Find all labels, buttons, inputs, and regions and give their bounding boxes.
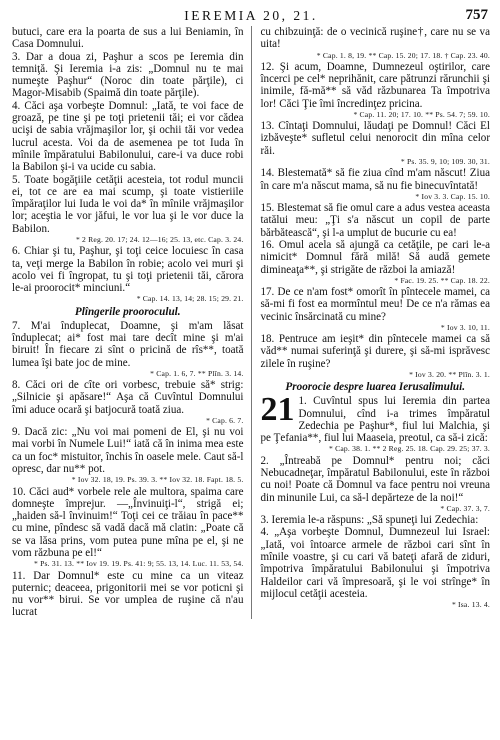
verse-paragraph: 4. „Aşa vorbeşte Domnul, Dumnezeul lui Israel: „Iată, voi întoarce armele de război cari sînt în mînile voastre, şi cu cari vă bateţi afară de ziduri, împotriva împăratului Babilonului şi împotriva Haldeilor cari vă împresoară, şi le voi strînge* în mijlocul cetăţii acesteia. — [260, 526, 490, 600]
right-column — [251, 26, 490, 619]
verse-paragraph: 12. Şi acum, Doamne, Dumnezeul oştirilor, care încerci pe cel* neprihănit, care pătrunzi rărunchii şi inimile, fă-mă** să văd răzbunarea Ta împotriva lor! Căci Ţie îmi încredinţez pricina. — [260, 60, 490, 110]
cross-reference-note: * Cap. 38. 1. ** 2 Reg. 25. 18. Cap. 29. 25; 37. 3. — [328, 444, 490, 454]
cross-reference-note: * Iov 3. 10, 11. — [440, 322, 490, 332]
cross-reference-note: * Cap. 6. 7. — [206, 415, 244, 425]
verse-paragraph: 18. Pentruce am ieşit* din pîntecele mamei ca să văd** numai suferinţă şi durere, şi să-mi isprăvesc zilele în ruşine? — [260, 333, 490, 370]
verse-paragraph: 11. Dar Domnul* este cu mine ca un viteaz puternic; deaceea, prigonitorii mei se vor poticni şi nu vor** birui. Se vor umplea de ruşine că n'au lucrat — [12, 569, 244, 619]
verse-paragraph: 5. Toate bogăţiile cetăţii acesteia, tot rodul muncii ei, tot ce are ea mai scump, şi toate vistieriile împăraţilor lui Iuda le voi da* în mînile vrăjmaşilor lor; aceştia le vor jăfui, le vor lua şi le vor duce la Babilon. — [12, 173, 244, 235]
verse-paragraph: 2. „Întreabă pe Domnul* pentru noi; căci Nebucadneţar, împăratul Babilonului, este în război cu noi! Poate că Domnul va face pentru noi vreuna din minunile Lui, ca să-l depărteze de la noi!“ — [260, 454, 490, 504]
verse-paragraph: 4. Căci aşa vorbeşte Domnul: „Iată, te voi face de groază, pe tine şi pe toţi prietenii tăi; ei vor cădea ucişi de sabia vrăjmaşilor lor, şi ochii tăi vor vedea lucrul acesta. Voi da de asemenea pe tot Iuda în mînile împăratului Babilonului, care-i va duce robi la Babilon şi-i va ucide cu sabia. — [12, 99, 244, 174]
cross-reference-note: * Cap. 14. 13, 14; 28. 15; 29. 21. — [136, 294, 244, 304]
page-number: 757 — [465, 7, 488, 23]
cross-reference-note: * 2 Reg. 20. 17; 24. 12—16; 25. 13, etc. Cap. 3. 24. — [75, 235, 244, 245]
text-columns — [12, 26, 490, 619]
verse-paragraph: cu chibzuinţă: de o vecinică ruşine†, care nu se va uita! — [260, 26, 490, 51]
cross-reference-note: * Cap. 11. 20; 17. 10. ** Ps. 54. 7; 59. 10. — [353, 109, 490, 119]
running-head: IEREMIA 20, 21. — [184, 8, 318, 23]
cross-reference-note: * Isa. 13. 4. — [451, 600, 490, 610]
verse-paragraph: 8. Căci ori de cîte ori vorbesc, trebuie să* strig: „Silnicie şi apăsare!“ Aşa că Cuvîntul Domnului îmi aduce ocară şi batjocură toată ziua. — [12, 379, 244, 416]
cross-reference-note: * Ps. 31. 13. ** Iov 19. 19. Ps. 41: 9; 55. 13, 14. Luc. 11. 53, 54. — [33, 559, 244, 569]
cross-reference-note: * Cap. 1. 6, 7. ** Plîn. 3. 14. — [150, 368, 244, 378]
left-column — [12, 26, 243, 619]
verse-paragraph: butuci, care era la poarta de sus a lui Beniamin, în Casa Domnului. — [12, 26, 244, 51]
cross-reference-note: * Ps. 35. 9, 10; 109. 30, 31. — [400, 157, 490, 167]
cross-reference-note: * Cap. 1. 8, 19. ** Cap. 15. 20; 17. 18. † Cap. 23. 40. — [316, 50, 490, 60]
verse-paragraph: 15. Blestemat să fie omul care a adus vestea aceasta tatălui meu: „Ţi s'a născut un copil de parte bărbătească“, şi l-a umplut de bucurie cu ea! — [260, 202, 490, 239]
chapter-start — [260, 391, 490, 445]
chapter-number: 21 — [260, 391, 295, 429]
verse-paragraph: 3. Dar a doua zi, Paşhur a scos pe Ieremia din temniţă. Şi Ieremia i-a zis: „Domnul nu te mai numeşte Paşhur“ (Noroc din toate părţile), ci Magor-Misabib (Spaimă din toate părţile). — [12, 50, 244, 100]
verse-paragraph: 13. Cîntaţi Domnului, lăudaţi pe Domnul! Căci El izbăveşte* sufletul celui nenorocit din mîna celor răi. — [260, 120, 490, 157]
verse-paragraph: 9. Dacă zic: „Nu voi mai pomeni de El, şi nu voi mai vorbi în Numele Lui!“ iată că în inima mea este ca un foc* mistuitor, închis în oasele mele. Caut să-l opresc, dar nu** pot. — [12, 426, 244, 476]
verse-text: 1. Cuvîntul spus lui Ieremia din partea Domnului, cînd i-a trimes împăratul Zedechia pe Paşhur*, fiul lui Malchia, şi pe Ţefania**, fiul lui Maaseia, preotul, ca să-i zică: — [260, 395, 490, 445]
section-heading: Proorocie despre luarea Ierusalimului. — [285, 381, 466, 394]
cross-reference-note: * Iov 32. 18, 19. Ps. 39. 3. ** Iov 32. 18. Fapt. 18. 5. — [71, 475, 244, 485]
cross-reference-note: * Iov 3. 20. ** Plîn. 3. 1. — [409, 370, 490, 380]
verse-paragraph: 16. Omul acela să ajungă ca cetăţile, pe cari le-a nimicit* Domnul fără milă! Să audă gemete dimineaţa**, şi strigăte de război la amiază! — [260, 238, 490, 276]
cross-reference-note: * Fac. 19. 25. ** Cap. 18. 22. — [394, 275, 490, 285]
cross-reference-note: * Cap. 37. 3, 7. — [440, 503, 490, 513]
verse-paragraph: 17. De ce n'am fost* omorît în pîntecele mamei, ca să-mi fi fost ea mormîntul meu! De ce n'a rămas ea vecinic însărcinată cu mine? — [260, 286, 490, 323]
cross-reference-note: * Iov 3. 3. Cap. 15. 10. — [415, 191, 490, 201]
verse-paragraph: 10. Căci aud* vorbele rele ale multora, spaima care domneşte împrejur. —„Învinuiţi-l“, strigă ei; „haiden să-l învinuim!“ Toţi cei ce trăiau în pace** cu mine, pîndesc să vadă dacă mă clatin: „Poate că se va lăsa prins, vom putea pune mîna pe el, şi ne vom răzbuna pe el!“ — [12, 485, 244, 559]
section-heading: Plîngerile prooroculul. — [74, 305, 181, 318]
verse-paragraph: 6. Chiar şi tu, Paşhur, şi toţi ceice locuiesc în casa ta, veţi merge la Babilon în robie; acolo vei muri şi acolo vei fi îngropat, tu şi toţi prietenii tăi, cărora le-ai proorocit* minciuni.“ — [12, 245, 244, 295]
verse-paragraph: 3. Ieremia le-a răspuns: „Să spuneţi lui Zedechia: — [260, 514, 479, 527]
verse-paragraph: 14. Blestemată* să fie ziua cînd m'am născut! Ziua în care m'a născut mama, să nu fie binecuvîntată! — [260, 167, 490, 192]
verse-paragraph: 7. M'ai înduplecat, Doamne, şi m'am lăsat înduplecat; ai* fost mai tare decît mine şi m'ai biruit! În fiecare zi sînt o pricină de rîs**, toată lumea îşi bate joc de mine. — [12, 319, 244, 369]
page-header — [12, 6, 490, 26]
